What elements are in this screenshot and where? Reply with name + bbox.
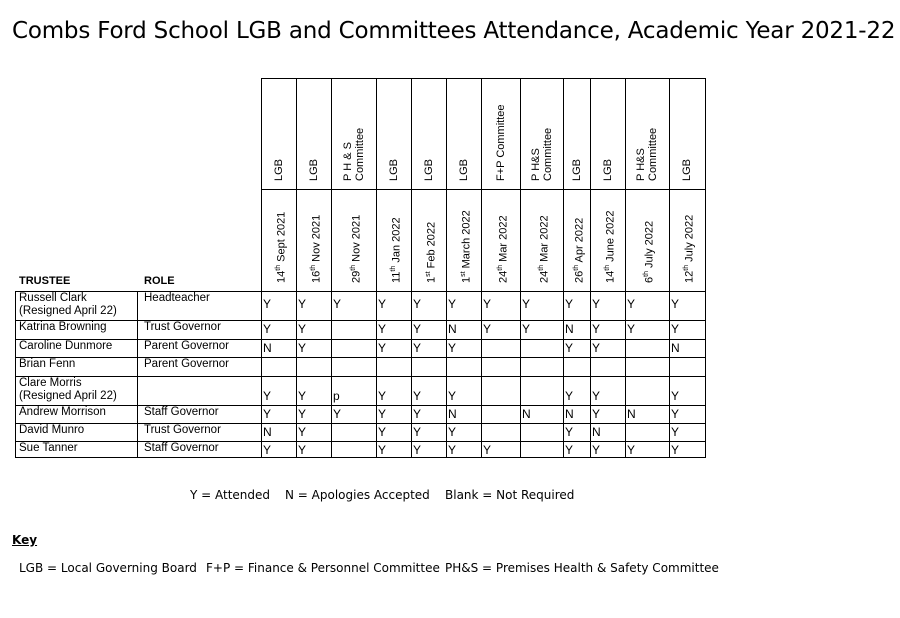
- attendance-mark: Y: [627, 322, 636, 336]
- meeting-name: P H&S: [635, 148, 647, 181]
- trustee-role: Parent Governor: [144, 358, 230, 370]
- header-divider: [261, 189, 706, 190]
- attendance-mark: Y: [671, 297, 680, 311]
- meeting-date: 14th Sept 2021: [274, 211, 288, 283]
- attendance-mark: Y: [483, 297, 492, 311]
- attendance-mark: Y: [448, 443, 457, 457]
- row-divider: [15, 339, 706, 340]
- attendance-mark: Y: [565, 425, 574, 439]
- attendance-mark: Y: [483, 322, 492, 336]
- attendance-mark: p: [333, 389, 340, 403]
- attendance-mark: Y: [333, 407, 342, 421]
- meeting-date: 26th Apr 2022: [572, 217, 586, 283]
- column-divider: [446, 78, 447, 458]
- attendance-mark: Y: [448, 297, 457, 311]
- attendance-mark: Y: [263, 297, 272, 311]
- attendance-mark: Y: [298, 389, 307, 403]
- attendance-mark: N: [263, 425, 272, 439]
- meeting-date: 1st Feb 2022: [424, 221, 438, 283]
- attendance-mark: Y: [592, 322, 601, 336]
- attendance-mark: Y: [565, 443, 574, 457]
- meeting-date: 16th Nov 2021: [309, 214, 323, 283]
- meeting-name: F+P Committee: [494, 104, 507, 181]
- column-divider: [520, 78, 521, 458]
- attendance-mark: N: [627, 407, 636, 421]
- attendance-mark: Y: [671, 389, 680, 403]
- row-divider: [15, 320, 706, 321]
- row-divider: [15, 291, 706, 292]
- attendance-mark: Y: [298, 425, 307, 439]
- trustee-header: TRUSTEE: [19, 275, 71, 287]
- table-border-top: [261, 78, 706, 79]
- row-divider: [15, 376, 706, 377]
- meeting-name-line2: Committee: [353, 127, 366, 181]
- key-lgb: LGB = Local Governing Board: [19, 561, 197, 575]
- attendance-mark: Y: [448, 389, 457, 403]
- trustee-role: Staff Governor: [144, 442, 219, 454]
- trustee-name: Andrew Morrison: [19, 406, 106, 418]
- attendance-mark: Y: [592, 341, 601, 355]
- attendance-mark: Y: [592, 407, 601, 421]
- attendance-mark: N: [522, 407, 531, 421]
- attendance-mark: Y: [263, 407, 272, 421]
- attendance-mark: Y: [378, 407, 387, 421]
- attendance-mark: Y: [522, 297, 531, 311]
- attendance-mark: Y: [671, 407, 680, 421]
- meeting-date: 11th Jan 2022: [389, 217, 403, 283]
- column-divider: [705, 78, 706, 458]
- trustee-name: Katrina Browning: [19, 321, 107, 333]
- meeting-name: LGB: [681, 158, 693, 181]
- attendance-mark: N: [263, 341, 272, 355]
- attendance-mark: Y: [378, 389, 387, 403]
- attendance-mark: Y: [592, 389, 601, 403]
- attendance-mark: Y: [413, 443, 422, 457]
- column-divider: [563, 78, 564, 458]
- meeting-date: 24th Mar 2022: [496, 215, 510, 283]
- attendance-mark: Y: [413, 341, 422, 355]
- meeting-name: LGB: [601, 158, 614, 181]
- role-header: ROLE: [144, 275, 175, 287]
- attendance-mark: N: [671, 341, 680, 355]
- attendance-mark: Y: [671, 322, 680, 336]
- trustee-name: Clare Morris: [19, 377, 82, 389]
- trustee-role: Trust Governor: [144, 321, 221, 333]
- row-divider: [15, 441, 706, 442]
- trustee-name: Brian Fenn: [19, 358, 76, 370]
- meeting-name: LGB: [422, 158, 435, 181]
- attendance-mark: Y: [671, 425, 680, 439]
- row-divider: [15, 405, 706, 406]
- meeting-name: LGB: [570, 158, 583, 181]
- trustee-note: (Resigned April 22): [19, 390, 117, 402]
- meeting-name: LGB: [457, 158, 470, 181]
- key-fp: F+P = Finance & Personnel Committee: [206, 561, 440, 575]
- column-divider: [411, 78, 412, 458]
- attendance-mark: Y: [263, 443, 272, 457]
- row-divider: [15, 357, 706, 358]
- attendance-mark: Y: [413, 425, 422, 439]
- attendance-mark: Y: [298, 443, 307, 457]
- legend-attended: Y = Attended: [190, 488, 271, 502]
- column-divider: [625, 78, 626, 458]
- trustee-name: David Munro: [19, 424, 85, 436]
- attendance-mark: Y: [378, 297, 387, 311]
- meeting-date: 29th Nov 2021: [349, 214, 363, 283]
- attendance-mark: Y: [671, 443, 680, 457]
- attendance-mark: Y: [627, 297, 636, 311]
- attendance-mark: Y: [565, 341, 574, 355]
- meeting-name: P H & S: [341, 142, 354, 181]
- column-divider: [137, 291, 138, 458]
- column-divider: [261, 78, 262, 458]
- attendance-mark: Y: [627, 443, 636, 457]
- trustee-role: Headteacher: [144, 292, 210, 304]
- column-divider: [669, 78, 670, 458]
- attendance-mark: Y: [483, 443, 492, 457]
- meeting-date: 14th June 2022: [603, 210, 617, 283]
- attendance-mark: Y: [522, 322, 531, 336]
- attendance-mark: N: [565, 322, 574, 336]
- column-divider: [15, 291, 16, 458]
- trustee-role: Trust Governor: [144, 424, 221, 436]
- meeting-date: 12th July 2022: [683, 214, 696, 283]
- attendance-mark: Y: [448, 425, 457, 439]
- attendance-mark: Y: [448, 341, 457, 355]
- meeting-name-line2: Committee: [647, 127, 659, 181]
- meeting-date: 6th July 2022: [643, 220, 656, 283]
- attendance-mark: Y: [565, 297, 574, 311]
- column-divider: [481, 78, 482, 458]
- trustee-role: Parent Governor: [144, 340, 230, 352]
- attendance-mark: N: [448, 322, 457, 336]
- meeting-date: 1st March 2022: [459, 210, 473, 283]
- column-divider: [296, 78, 297, 458]
- page-title: Combs Ford School LGB and Committees Attendance, Academic Year 2021-22: [12, 18, 896, 44]
- trustee-name: Sue Tanner: [19, 442, 78, 454]
- column-divider: [331, 78, 332, 458]
- key-phs: PH&S = Premises Health & Safety Committee: [445, 561, 719, 575]
- attendance-mark: Y: [378, 425, 387, 439]
- attendance-mark: Y: [298, 407, 307, 421]
- meeting-name: LGB: [307, 158, 320, 181]
- trustee-role: Staff Governor: [144, 406, 219, 418]
- column-divider: [376, 78, 377, 458]
- row-divider: [15, 423, 706, 424]
- attendance-mark: Y: [413, 389, 422, 403]
- trustee-note: (Resigned April 22): [19, 305, 117, 317]
- trustee-name: Russell Clark: [19, 292, 87, 304]
- attendance-mark: Y: [413, 322, 422, 336]
- legend-apologies: N = Apologies Accepted: [285, 488, 430, 502]
- attendance-mark: N: [565, 407, 574, 421]
- attendance-mark: Y: [378, 322, 387, 336]
- attendance-mark: Y: [298, 297, 307, 311]
- attendance-mark: Y: [298, 322, 307, 336]
- meeting-name: P H&S: [529, 148, 542, 181]
- attendance-mark: Y: [413, 297, 422, 311]
- attendance-mark: Y: [333, 297, 342, 311]
- attendance-mark: Y: [592, 297, 601, 311]
- attendance-mark: Y: [378, 443, 387, 457]
- attendance-mark: Y: [378, 341, 387, 355]
- column-divider: [590, 78, 591, 458]
- attendance-mark: N: [448, 407, 457, 421]
- meeting-name: LGB: [272, 158, 285, 181]
- attendance-mark: Y: [298, 341, 307, 355]
- legend-not-required: Blank = Not Required: [445, 488, 575, 502]
- attendance-mark: Y: [592, 443, 601, 457]
- meeting-name-line2: Committee: [541, 127, 554, 181]
- attendance-mark: N: [592, 425, 601, 439]
- key-heading: Key: [12, 533, 38, 547]
- attendance-mark: Y: [263, 322, 272, 336]
- attendance-mark: Y: [263, 389, 272, 403]
- attendance-mark: Y: [413, 407, 422, 421]
- trustee-name: Caroline Dunmore: [19, 340, 113, 352]
- attendance-mark: Y: [565, 389, 574, 403]
- row-divider: [15, 457, 706, 458]
- meeting-name: LGB: [387, 158, 400, 181]
- meeting-date: 24th Mar 2022: [537, 215, 551, 283]
